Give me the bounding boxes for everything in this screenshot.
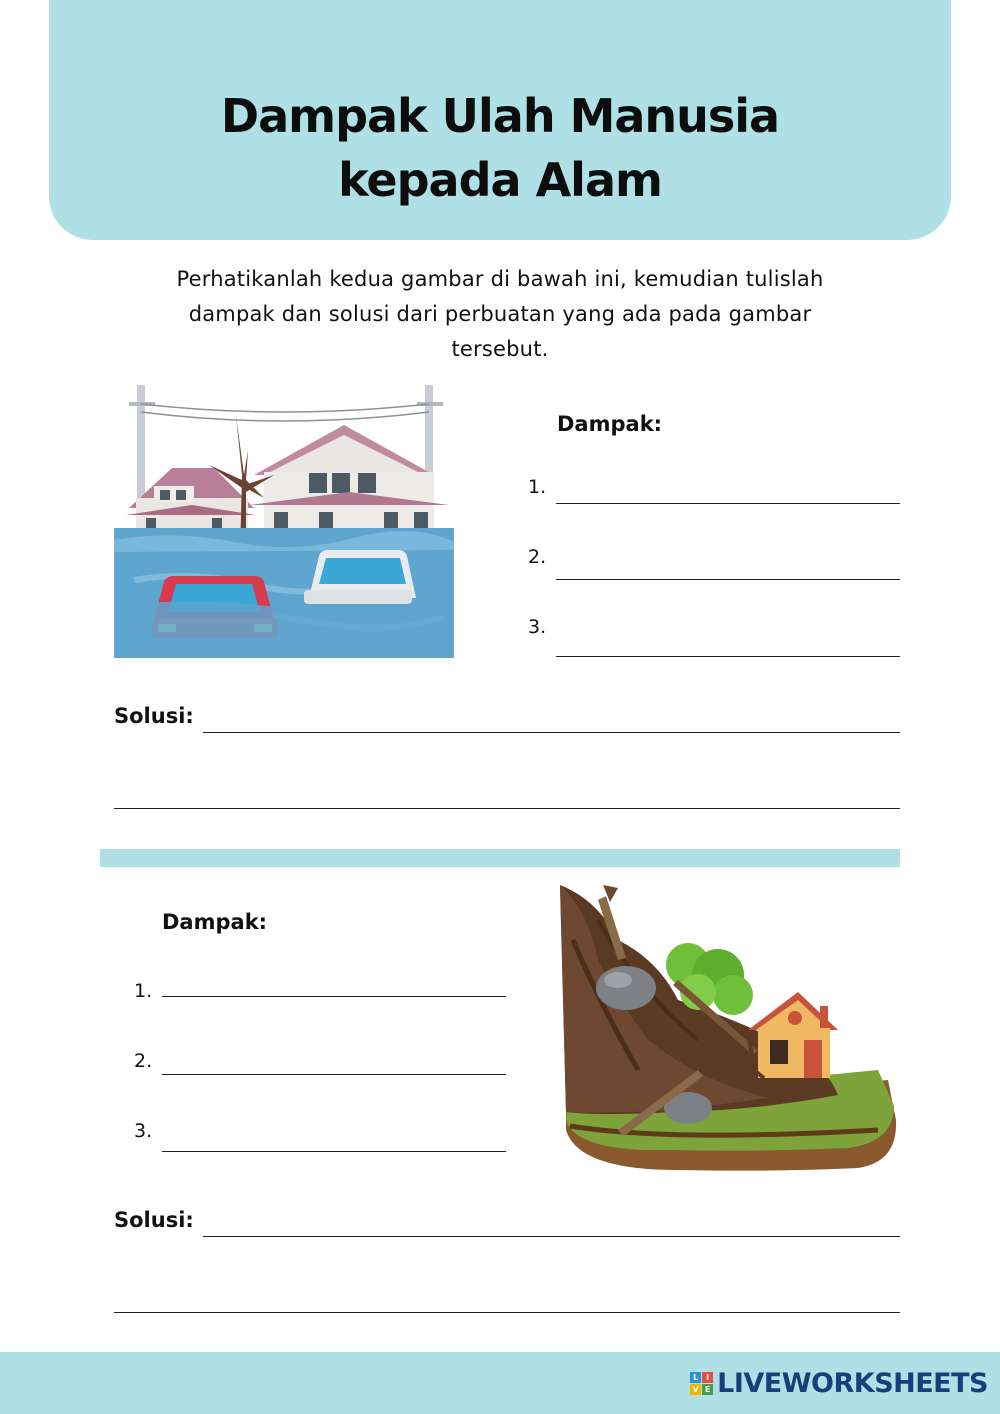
title-line-2: kepada Alam (338, 153, 662, 207)
answer-line-dampak-2-1[interactable] (162, 996, 506, 997)
brand-icon-letter-i: I (702, 1372, 713, 1383)
liveworksheets-icon (690, 1372, 713, 1395)
dampak-label-2: Dampak: (162, 910, 268, 934)
flood-illustration-icon (114, 380, 454, 658)
brand-name: LIVEWORKSHEETS (717, 1368, 988, 1399)
item-number-2: 2. (528, 546, 547, 568)
answer-line-dampak-2-3[interactable] (162, 1151, 506, 1152)
answer-line-solusi-2-1[interactable] (203, 1236, 900, 1237)
page-title (0, 84, 1000, 212)
item-number-1: 1. (528, 476, 547, 498)
answer-line-dampak-1-3[interactable] (556, 656, 900, 657)
brand-icon-letter-l: L (690, 1372, 701, 1383)
item-number-1: 1. (134, 980, 153, 1002)
brand-icon-letter-e: E (702, 1384, 713, 1395)
answer-line-dampak-1-2[interactable] (556, 579, 900, 580)
item-number-3: 3. (528, 616, 547, 638)
answer-line-solusi-2-2[interactable] (114, 1312, 900, 1313)
instruction-line-1: Perhatikanlah kedua gambar di bawah ini, kemudian tulislah (176, 267, 824, 291)
solusi-label-1: Solusi: (114, 704, 194, 728)
section-divider (100, 849, 900, 867)
brand-logo[interactable] (690, 1368, 988, 1399)
item-number-3: 3. (134, 1120, 153, 1142)
landslide-illustration-icon (558, 880, 900, 1176)
answer-line-dampak-1-1[interactable] (556, 503, 900, 504)
answer-line-solusi-1-1[interactable] (203, 732, 900, 733)
instruction-line-3: tersebut. (451, 337, 549, 361)
brand-icon-letter-v: V (690, 1384, 701, 1395)
solusi-label-2: Solusi: (114, 1208, 194, 1232)
item-number-2: 2. (134, 1050, 153, 1072)
title-line-1: Dampak Ulah Manusia (220, 89, 780, 143)
instruction-line-2: dampak dan solusi dari perbuatan yang ada pada gambar (188, 302, 812, 326)
answer-line-dampak-2-2[interactable] (162, 1074, 506, 1075)
answer-line-solusi-1-2[interactable] (114, 808, 900, 809)
instruction-text (120, 262, 880, 367)
dampak-label-1: Dampak: (557, 412, 663, 436)
